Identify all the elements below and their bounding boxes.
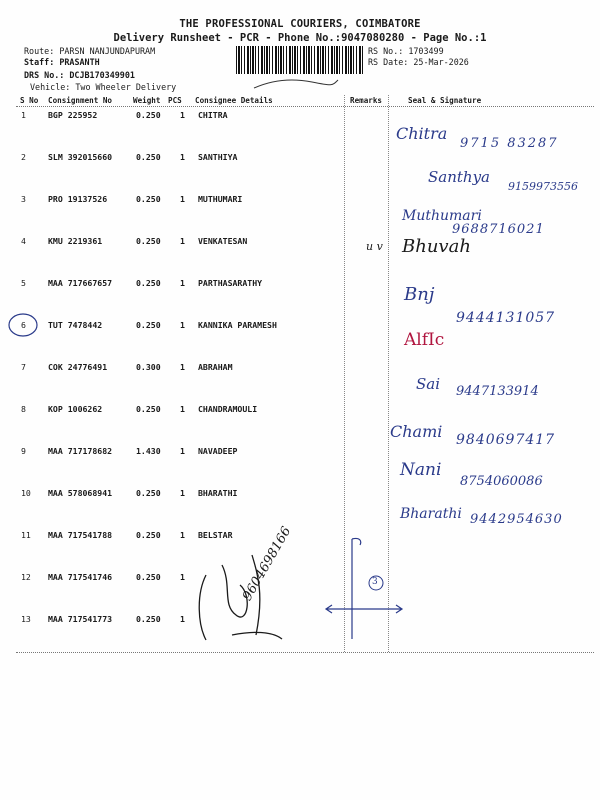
row-consignment: SLM 392015660 bbox=[48, 152, 113, 162]
circled-number: 3 bbox=[372, 577, 378, 587]
row-sno: 2 bbox=[21, 152, 26, 162]
row-consignee: PARTHASARATHY bbox=[198, 278, 263, 288]
vehicle-line: Vehicle: Two Wheeler Delivery bbox=[30, 82, 177, 92]
col-weight: Weight bbox=[133, 96, 161, 105]
row-pcs: 1 bbox=[180, 404, 185, 414]
row-sno: 4 bbox=[21, 236, 26, 246]
row-weight: 0.250 bbox=[136, 320, 161, 330]
row-weight: 0.250 bbox=[136, 152, 161, 162]
row-pcs: 1 bbox=[180, 236, 185, 246]
row-consignment: MAA 717541746 bbox=[48, 572, 113, 582]
row-sno: 6 bbox=[21, 320, 26, 330]
row-weight: 0.250 bbox=[136, 530, 161, 540]
row-consignment: MAA 717541773 bbox=[48, 614, 113, 624]
drs-line bbox=[24, 70, 135, 80]
phone-chitra: 9715 83287 bbox=[460, 136, 559, 151]
col-remarks: Remarks bbox=[350, 96, 383, 105]
table-bottom-line bbox=[16, 652, 594, 653]
row-sno: 9 bbox=[21, 446, 26, 456]
row6-circle-mark bbox=[6, 312, 40, 338]
delivery-arrow-mark bbox=[316, 535, 408, 645]
row-consignment: BGP 225952 bbox=[48, 110, 98, 120]
row-consignee: ABRAHAM bbox=[198, 362, 233, 372]
row-weight: 0.250 bbox=[136, 278, 161, 288]
row-weight: 0.250 bbox=[136, 614, 161, 624]
mark-venkatesan: u v bbox=[366, 240, 383, 253]
sig-chandramouli: Chami bbox=[390, 422, 443, 441]
row-pcs: 1 bbox=[180, 446, 185, 456]
row-weight: 0.250 bbox=[136, 572, 161, 582]
row-sno: 10 bbox=[21, 488, 31, 498]
row-sno: 5 bbox=[21, 278, 26, 288]
row-weight: 0.250 bbox=[136, 236, 161, 246]
row-consignment: MAA 717541788 bbox=[48, 530, 113, 540]
runsheet-subtitle: Delivery Runsheet - PCR - Phone No.:9047080280 - Page No.:1 bbox=[113, 32, 487, 44]
row-sno: 1 bbox=[21, 110, 26, 120]
row-weight: 0.250 bbox=[136, 194, 161, 204]
row-consignee: NAVADEEP bbox=[198, 446, 238, 456]
row-pcs: 1 bbox=[180, 614, 185, 624]
col-consignee: Consignee Details bbox=[195, 96, 273, 105]
col-sno: S No bbox=[20, 96, 39, 105]
row-consignment: COK 24776491 bbox=[48, 362, 108, 372]
row-pcs: 1 bbox=[180, 194, 185, 204]
staff-value: PRASANTH bbox=[59, 57, 100, 67]
phone-santhiya: 9159973556 bbox=[508, 180, 578, 193]
phone-chandramouli: 9840697417 bbox=[456, 432, 556, 448]
row-weight: 0.250 bbox=[136, 110, 161, 120]
route-label: Route: bbox=[24, 46, 55, 56]
row-consignment: MAA 717178682 bbox=[48, 446, 113, 456]
row-sno: 3 bbox=[21, 194, 26, 204]
row-consignment: TUT 7478442 bbox=[48, 320, 103, 330]
company-title: THE PROFESSIONAL COURIERS, COIMBATORE bbox=[179, 18, 421, 30]
staff-line bbox=[24, 57, 100, 67]
phone-navadeep: 8754060086 bbox=[460, 474, 543, 489]
barcode-scribble bbox=[252, 74, 342, 94]
phone-abraham: 9447133914 bbox=[456, 384, 539, 399]
row-weight: 0.300 bbox=[136, 362, 161, 372]
rs-number: RS No.: 1703499 bbox=[368, 46, 444, 56]
row-pcs: 1 bbox=[180, 152, 185, 162]
row-sno: 7 bbox=[21, 362, 26, 372]
sig-santhiya: Santhya bbox=[428, 168, 490, 186]
sig-parthasarathy: Bnj bbox=[404, 284, 435, 305]
row-sno: 13 bbox=[21, 614, 31, 624]
col-pcs: PCS bbox=[168, 96, 182, 105]
row-sno: 11 bbox=[21, 530, 31, 540]
row-pcs: 1 bbox=[180, 530, 185, 540]
sig-venkatesan: Bhuvah bbox=[402, 236, 471, 257]
drs-value: DCJB170349901 bbox=[69, 70, 135, 80]
sig-muthumari: Muthumari bbox=[402, 208, 482, 224]
rs-date: RS Date: 25-Mar-2026 bbox=[368, 57, 469, 67]
row-consignment: MAA 578068941 bbox=[48, 488, 113, 498]
row-consignee: BHARATHI bbox=[198, 488, 238, 498]
staff-label: Staff: bbox=[24, 57, 55, 67]
row-sno: 12 bbox=[21, 572, 31, 582]
row-consignee: BELSTAR bbox=[198, 530, 233, 540]
row-weight: 0.250 bbox=[136, 488, 161, 498]
phone-parthasarathy: 9444131057 bbox=[456, 310, 556, 326]
row-pcs: 1 bbox=[180, 488, 185, 498]
row-pcs: 1 bbox=[180, 278, 185, 288]
sig-navadeep: Nani bbox=[400, 460, 442, 480]
col-signature: Seal & Signature bbox=[408, 96, 482, 105]
row-pcs: 1 bbox=[180, 110, 185, 120]
row-consignee: KANNIKA PARAMESH bbox=[198, 320, 277, 330]
sig-kannika: AlfIc bbox=[404, 330, 445, 350]
row-consignment: KOP 1006262 bbox=[48, 404, 103, 414]
sig-chitra: Chitra bbox=[396, 124, 448, 143]
row-sno: 8 bbox=[21, 404, 26, 414]
phone-belstar: 9604698166 bbox=[240, 524, 295, 604]
row-weight: 1.430 bbox=[136, 446, 161, 456]
row-pcs: 1 bbox=[180, 320, 185, 330]
sig-abraham: Sai bbox=[416, 375, 441, 393]
route-line bbox=[24, 46, 155, 56]
route-value: PARSN NANJUNDAPURAM bbox=[59, 46, 156, 56]
row-pcs: 1 bbox=[180, 362, 185, 372]
phone-bharathi: 9442954630 bbox=[470, 512, 563, 527]
phone-muthumari: 9688716021 bbox=[452, 222, 545, 237]
row-consignment: MAA 717667657 bbox=[48, 278, 113, 288]
col-consignment: Consignment No bbox=[48, 96, 113, 105]
row-consignment: KMU 2219361 bbox=[48, 236, 103, 246]
row-consignee: CHITRA bbox=[198, 110, 228, 120]
row-weight: 0.250 bbox=[136, 404, 161, 414]
row-consignee: VENKATESAN bbox=[198, 236, 248, 246]
row-consignment: PRO 19137526 bbox=[48, 194, 108, 204]
drs-label: DRS No.: bbox=[24, 70, 65, 80]
row-consignee: MUTHUMARI bbox=[198, 194, 243, 204]
row-consignee: SANTHIYA bbox=[198, 152, 238, 162]
row-pcs: 1 bbox=[180, 572, 185, 582]
row-consignee: CHANDRAMOULI bbox=[198, 404, 258, 414]
header-divider bbox=[16, 106, 594, 107]
sig-bharathi: Bharathi bbox=[400, 506, 462, 522]
barcode bbox=[236, 46, 364, 74]
